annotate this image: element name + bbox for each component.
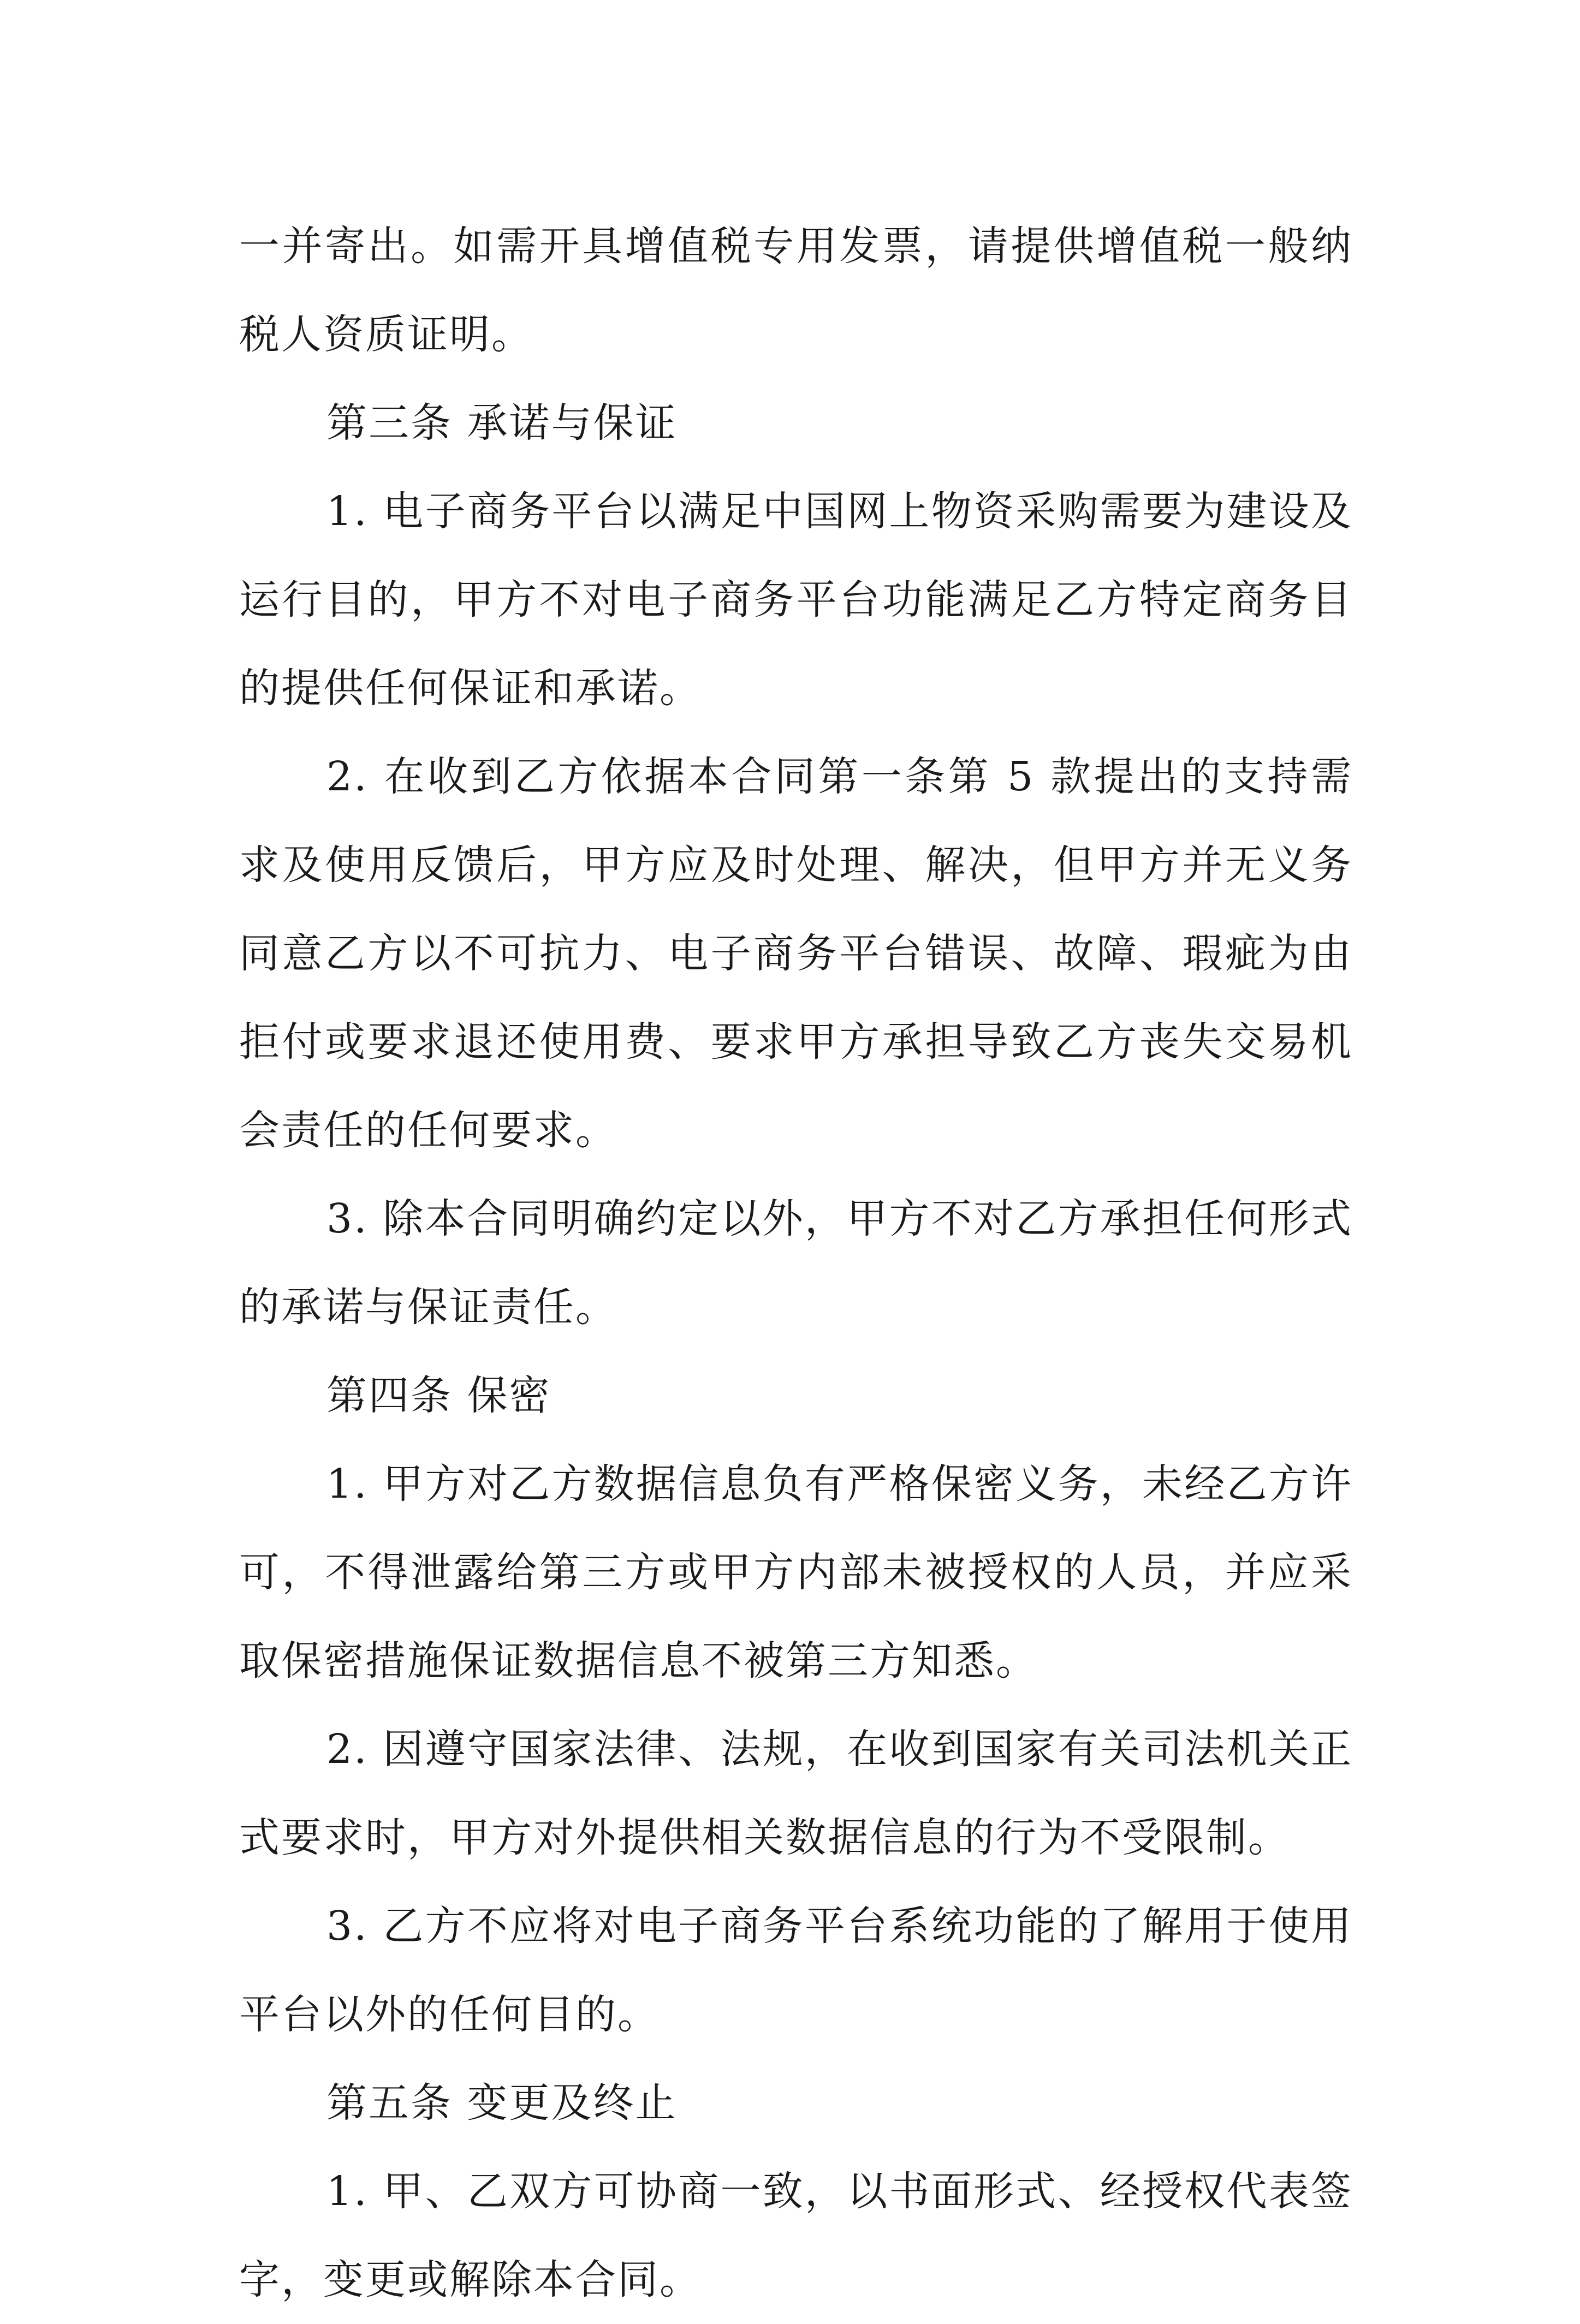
article-4-clause-1: 1. 甲方对乙方数据信息负有严格保密义务，未经乙方许可，不得泄露给第三方或甲方内部未被授权的人员，并应采取保密措施保证数据信息不被第三方知悉。 bbox=[239, 1461, 1353, 1684]
article-3-clause-3: 3. 除本合同明确约定以外，甲方不对乙方承担任何形式的承诺与保证责任。 bbox=[239, 1195, 1353, 1331]
article-3-heading: 第三条 承诺与保证 bbox=[326, 400, 678, 446]
article-4-clause-2: 2. 因遵守国家法律、法规，在收到国家有关司法机关正式要求时，甲方对外提供相关数据信息的行为不受限制。 bbox=[239, 1726, 1353, 1861]
article-4-heading: 第四条 保密 bbox=[326, 1372, 551, 1419]
article-5-clause-1: 1. 甲、乙双方可协商一致，以书面形式、经授权代表签字，变更或解除本合同。 bbox=[239, 2168, 1353, 2303]
paragraph-continuation: 一并寄出。如需开具增值税专用发票，请提供增值税一般纳税人资质证明。 bbox=[239, 223, 1353, 358]
document-body bbox=[239, 202, 1353, 2324]
article-3-clause-1: 1. 电子商务平台以满足中国网上物资采购需要为建设及运行目的，甲方不对电子商务平台功能满足乙方特定商务目的提供任何保证和承诺。 bbox=[239, 488, 1353, 712]
article-4-clause-3: 3. 乙方不应将对电子商务平台系统功能的了解用于使用平台以外的任何目的。 bbox=[239, 1903, 1353, 2038]
article-3-clause-2: 2. 在收到乙方依据本合同第一条第 5 款提出的支持需求及使用反馈后，甲方应及时处理、解决，但甲方并无义务同意乙方以不可抗力、电子商务平台错误、故障、瑕疵为由拒付或要求退还使用费、要求甲方承担导致乙方丧失交易机会责任的任何要求。 bbox=[239, 753, 1353, 1154]
article-5-heading: 第五条 变更及终止 bbox=[326, 2079, 678, 2126]
